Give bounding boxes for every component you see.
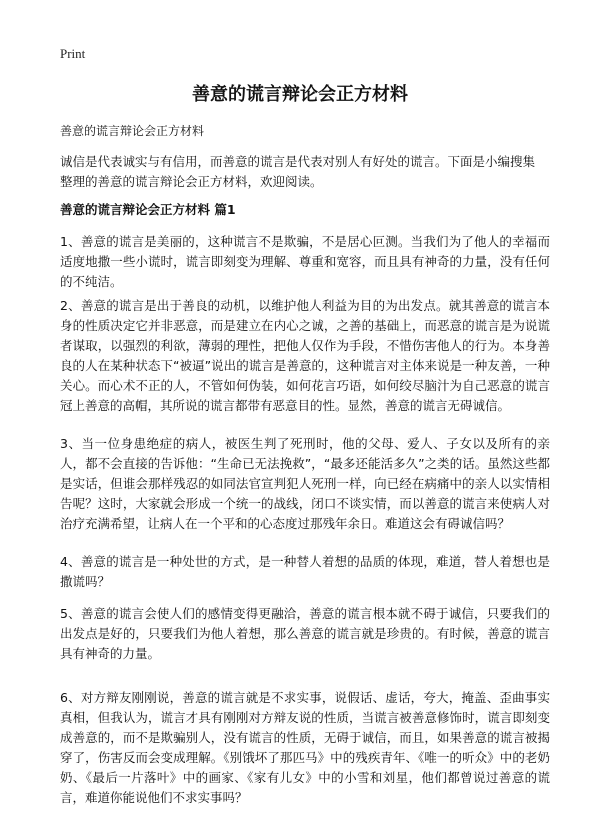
page-title: 善意的谎言辩论会正方材料 — [192, 84, 408, 105]
paragraph-5: 5、善意的谎言会使人们的感情变得更融洽，善意的谎言根本就不碍于诚信，只要我们的出发点是好的，只要我们为他人着想，那么善意的谎言就是珍贵的。有时候，善意的谎言具有神奇的力量。 — [60, 606, 550, 661]
intro-paragraph: 诚信是代表诚实与有信用，而善意的谎言是代表对别人有好处的谎言。下面是小编搜集整理的善意的谎言辩论会正方材料，欢迎阅读。 — [60, 154, 536, 189]
print-link[interactable]: Print — [60, 46, 86, 61]
paragraph-4: 4、善意的谎言是一种处世的方式，是一种替人着想的品质的体现，难道，替人着想也是撒谎吗？ — [60, 554, 550, 589]
paragraph-3: 3、当一位身患绝症的病人，被医生判了死刑时，他的父母、爱人、子女以及所有的亲人，都不会直接的告诉他：“生命已无法挽救”，“最多还能活多久”之类的话。虽然这些都是实话，但谁会那样残忍的如同法官宣判犯人死刑一样，向已经在病痛中的亲人以实情相告呢？这时，大家就会形成一个统一的战线，闭口不谈实情，而以善意的谎言来使病人对治疗充满希望，让病人在一个平和的心态度过那残年余日。难道这会有碍诚信吗？ — [60, 436, 550, 531]
document-subtitle: 善意的谎言辩论会正方材料 — [60, 124, 205, 138]
paragraph-1: 1、善意的谎言是美丽的，这种谎言不是欺骗，不是居心叵测。当我们为了他人的幸福而适度地撒一些小谎时，谎言即刻变为理解、尊重和宽容，而且具有神奇的力量，没有任何的不纯洁。 — [60, 234, 550, 289]
section-heading: 善意的谎言辩论会正方材料 篇1 — [60, 202, 236, 217]
paragraph-2: 2、善意的谎言是出于善良的动机，以维护他人利益为目的为出发点。就其善意的谎言本身的性质决定它并非恶意，而是建立在内心之诚，之善的基础上，而恶意的谎言是为说谎者谋取，以强烈的利欲，薄弱的理性，把他人仅作为手段，不惜伤害他人的行为。本身善良的人在某种状态下“被逼”说出的谎言是善意的，这种谎言对主体来说是一种友善，一种关心。而心术不正的人，不管如何伪装，如何花言巧语，如何绞尽脑汁为自己恶意的谎言冠上善意的高帽，其所说的谎言都带有恶意目的性。显然，善意的谎言无碍诚信。 — [60, 298, 550, 413]
paragraph-6: 6、对方辩友刚刚说，善意的谎言就是不求实事，说假话、虚话，夸大，掩盖、歪曲事实真相，但我认为，谎言才具有刚刚对方辩友说的性质，当谎言被善意修饰时，谎言即刻变成善意的，而不是欺骗别人，没有谎言的性质，无碍于诚信，而且，如果善意的谎言被揭穿了，伤害反而会变成理解。《别饿坏了那匹马》中的残疾青年、《唯一的听众》中的老奶奶、《最后一片落叶》中的画家、《家有儿女》中的小雪和刘星，他们都曾说过善意的谎言，难道你能说他们不求实事吗？ — [60, 690, 550, 805]
